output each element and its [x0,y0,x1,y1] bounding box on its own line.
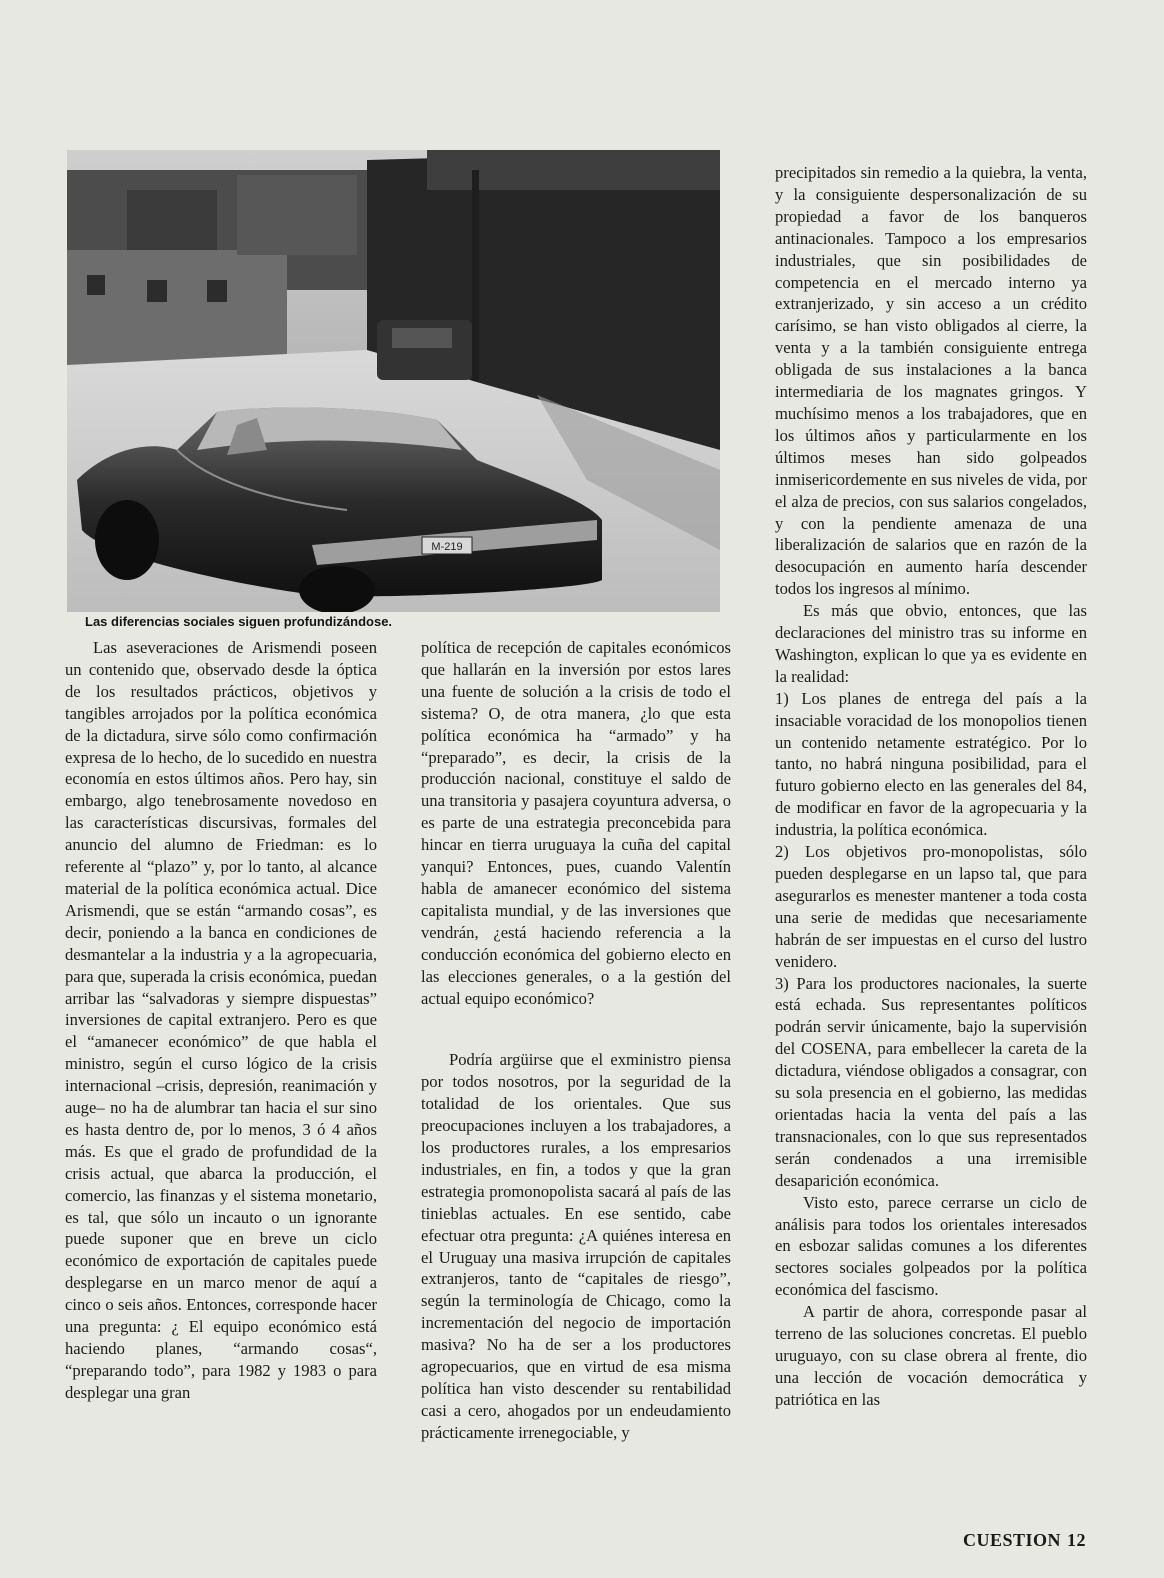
paragraph: política de recepción de capitales económicos que hallarán en la inversión por estos lares una fuente de solución a la crisis de todo el sistema? O, de otra manera, ¿lo que esta política económica ha “armado” y ha “preparado”, es decir, la crisis de la producción nacional, constituye el saldo de una transitoria y pasajera coyuntura adversa, o es parte de una estrategia preconcebida para hincar en tierra uruguaya la cuña del capital yanqui? Entonces, pues, cuando Valentín habla de amanecer económico del sistema capitalista mundial, y de las inversiones que vendrán, ¿está haciendo referencia a la conducción económica del gobierno electo en las elecciones generales, o a la gestión del actual equipo económico? [421,638,731,1008]
page-number: 12 [1067,1530,1086,1550]
paragraph: A partir de ahora, corresponde pasar al terreno de las soluciones concretas. El pueblo uruguayo, con su clase obrera al frente, dio una lección de vocación democrática y patriótica en las [775,1302,1087,1409]
photo-caption: Las diferencias sociales siguen profundizándose. [85,614,393,629]
numbered-point-2: 2) Los objetivos pro-monopolistas, sólo pueden desplegarse en un lapso tal, que para asegurarlos es menester mantener a toda costa una serie de medidas que necesariamente habrán de ser impuestas en el curso del lustro venidero. [775,842,1087,971]
numbered-point-3: 3) Para los productores nacionales, la suerte está echada. Sus representantes políticos podrán servir únicamente, bajo la supervisión del COSENA, para embellecer la careta de la dictadura, viéndose obligados a consagrar, con su sola presencia en el gobierno, las medidas orientadas hacia la venta del país a las transnacionales, con lo que sus representados serán condenados a una irremisible desaparición económica. [775,973,1087,1190]
paragraph: Es más que obvio, entonces, que las declaraciones del ministro tras su informe en Washington, explican lo que ya es evidente en la realidad: [775,601,1087,686]
numbered-point-1: 1) Los planes de entrega del país a la insaciable voracidad de los monopolios tienen un contenido netamente estratégico. Por lo tanto, no habrá ninguna posibilidad, para el futuro gobierno electo en las generales del 84, de modificar en favor de la agropecuaria y la industria, la política económica. [775,688,1087,840]
column-3 [775,162,1087,1411]
paragraph: precipitados sin remedio a la quiebra, la venta, y la consiguiente despersonalización de su propiedad a favor de los banqueros antinacionales. Tampoco a los empresarios industriales, que sin posibilidades de competencia en el mercado interno ya extranjerizado, y sin acceso a un crédito carísimo, se han visto obligados al cierre, la venta y a la también consiguiente entrega obligada de sus instalaciones a la banca intermediaria de los magnates gringos. Y muchísimo menos a los trabajadores, que en los últimos años y particularmente en los últimos meses han sido golpeados inmisericordemente en sus niveles de vida, por el alza de precios, con sus salarios congelados, y con la pendiente amenaza de una liberalización de salarios que en razón de la desocupación en aumento haría descender todos los ingresos al mínimo. [775,163,1087,599]
paragraph: Visto esto, parece cerrarse un ciclo de análisis para todos los orientales interesados en esbozar salidas comunes a los diferentes sectores sociales golpeados por la política económica del fascismo. [775,1192,1087,1300]
page-footer [963,1530,1086,1551]
street-photo [67,150,720,612]
column-2 [421,637,731,1444]
paragraph: Las aseveraciones de Arismendi poseen un contenido que, observado desde la óptica de los resultados prácticos, objetivos y tangibles arrojados por la política económica de la dictadura, sirve sólo como confirmación expresa de lo hecho, de lo sucedido en nuestra economía en estos últimos años. Pero hay, sin embargo, algo tenebrosamente novedoso en las características discursivas, formales del anuncio del alumno de Friedman: es lo referente al “plazo” y, por lo tanto, al alcance material de la política económica actual. Dice Arismendi, que se están “armando cosas”, es decir, poniendo a la banca en condiciones de desmantelar a la industria y a la agropecuaria, para que, superada la crisis económica, puedan arribar las “salvadoras y siempre dispuestas” inversiones de capital extranjero. Pero es que el “amanecer económico” de que habla el ministro, según el curso lógico de la crisis internacional –crisis, depresión, reanimación y auge– no ha de alumbrar tan hacia el sur sino es hasta dentro de, por lo menos, 3 ó 4 años más. Es que el grado de profundidad de la crisis actual, que abarca la producción, el comercio, las finanzas y el sistema monetario, es tal, que sólo un incauto o un ignorante puede suponer que en breve un ciclo económico de exportación de capitales puede desplegarse en un marco menor de aquí a cinco o seis años. Entonces, corresponde hacer una pregunta: ¿ El equipo económico está haciendo planes, “armando cosas“, “preparando todo”, para 1982 y 1983 o para desplegar una gran [65,638,377,1402]
column-1 [65,637,377,1404]
license-plate: M-219 [431,541,463,553]
paragraph: Podría argüirse que el exministro piensa por todos nosotros, por la seguridad de la totalidad de los orientales. Que sus preocupaciones incluyen a los trabajadores, a los productores rurales, a los empresarios industriales, en fin, a todos y que la gran estrategia promonopolista sacará al país de las tinieblas actuales. En ese sentido, cabe efectuar otra pregunta: ¿A quiénes interesa en el Uruguay una masiva irrupción de capitales extranjeros, tanto de “capitales de riesgo”, según la terminología de Chicago, como la incrementación del negocio de importación masiva? No ha de ser a los productores agropecuarios, que en virtud de esa misma política han visto descender su rentabilidad casi a cero, ahogados por un endeudamiento prácticamente irrenegociable, y [421,1050,731,1442]
magazine-name: CUESTION [962,1530,1061,1550]
photo-illustration [67,150,720,612]
